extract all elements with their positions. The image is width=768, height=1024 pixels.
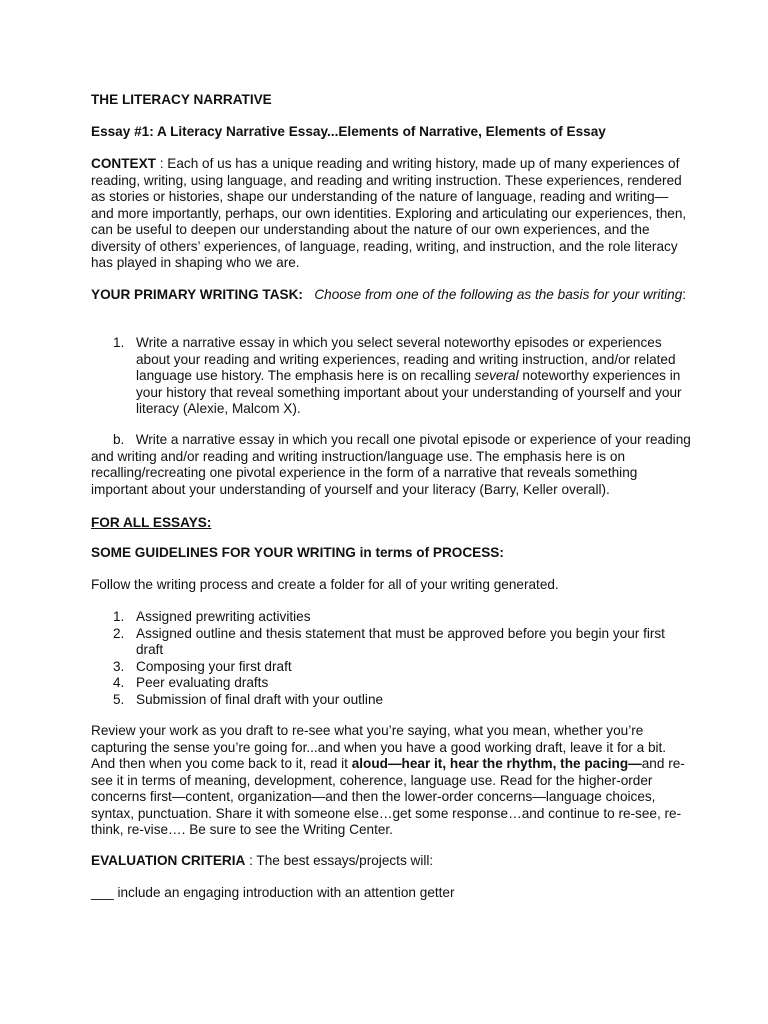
review-text-before: Review your work as you draft to re-see what you’re saying, what you mean, whether you’re capturing the sense you’re going for...and when you have a good working draft, leave it for a bit. And then when you come back to it, read it [91, 723, 667, 771]
process-step-number: 5. [113, 691, 125, 707]
criteria-item: ___ include an engaging introduction with an attention getter [91, 885, 455, 900]
review-paragraph [91, 723, 691, 839]
process-step-text: Assigned prewriting activities [136, 609, 311, 624]
document-title: THE LITERACY NARRATIVE [91, 92, 272, 107]
document-subtitle: Essay #1: A Literacy Narrative Essay...Elements of Narrative, Elements of Essay [91, 124, 606, 139]
task-option-a-text-after: noteworthy experiences in your history that reveal something important about your understanding of yourself and your literacy (Alexie, Malcom X). [136, 368, 682, 416]
process-steps-list [91, 609, 691, 708]
task-instruction: Choose from one of the following as the basis for your writing [314, 287, 683, 302]
process-step [91, 692, 691, 709]
task-option-b-number: b. [113, 432, 125, 447]
evaluation-label: EVALUATION CRITERIA [91, 853, 246, 868]
process-step [91, 626, 691, 659]
task-label: YOUR PRIMARY WRITING TASK: [91, 287, 303, 302]
guidelines-heading: SOME GUIDELINES FOR YOUR WRITING in terms of PROCESS: [91, 545, 504, 560]
task-options-list [91, 335, 691, 418]
context-paragraph [91, 156, 691, 272]
process-step-number: 3. [113, 658, 125, 674]
evaluation-text: : The best essays/projects will: [245, 853, 434, 868]
process-step [91, 675, 691, 692]
process-step-number: 4. [113, 675, 125, 690]
task-option-a-emphasis: several [474, 368, 519, 383]
process-intro: Follow the writing process and create a folder for all of your writing generated. [91, 577, 559, 592]
context-label: CONTEXT [91, 156, 156, 171]
task-option-a-text-before: Write a narrative essay in which you select several noteworthy episodes or experiences about your reading and writing experiences, reading and writing instruction, and/or related language use history. The emphasis here is on recalling [136, 335, 676, 383]
task-option-a-text [136, 335, 682, 416]
task-option-b-text: Write a narrative essay in which you recall one pivotal episode or experience of your reading and writing and/or reading and writing instruction/language use. The emphasis here is on recalling/recreating one pivotal experience in the form of a narrative that reveals something important about your understanding of yourself and your literacy (Barry, Keller overall). [91, 432, 691, 497]
process-step [91, 609, 691, 626]
process-step-text: Peer evaluating drafts [136, 675, 269, 690]
task-colon: : [682, 287, 687, 302]
task-option-b [91, 432, 691, 498]
process-step-text: Assigned outline and thesis statement that must be approved before you begin your first draft [136, 625, 665, 657]
all-essays-heading: FOR ALL ESSAYS: [91, 515, 212, 530]
evaluation-paragraph [91, 853, 691, 870]
process-step [91, 659, 691, 676]
process-step-number: 1. [113, 609, 125, 624]
review-emphasis: aloud—hear it, hear the rhythm, the pacing— [351, 756, 642, 771]
review-text-after: and re-see it in terms of meaning, development, coherence, language use. Read for the higher-order concerns first—content, organization—and then the lower-order concerns—language choices, syntax, punctuation. Share it with someone else…get some response…and continue to re-see, re-think, re-vise…. Be sure to see the Writing Center. [91, 756, 685, 837]
context-text: : Each of us has a unique reading and writing history, made up of many experiences of reading, writing, using language, and reading and writing instruction. These experiences, rendered as stories or histories, shape our understanding of the nature of language, reading and writing—and more importantly, perhaps, our own identities. Exploring and articulating our experiences, then, can be useful to deepen our understanding about the nature of our own experiences, and the diversity of others’ experiences, of language, reading, writing, and instruction, and the role literacy has played in shaping who we are. [91, 156, 687, 270]
process-step-text: Submission of final draft with your outline [136, 691, 384, 707]
task-option-a-number: 1. [113, 335, 125, 350]
task-option-a [91, 335, 691, 418]
task-paragraph [91, 287, 691, 304]
process-step-number: 2. [113, 625, 125, 641]
process-step-text: Composing your first draft [136, 658, 292, 674]
